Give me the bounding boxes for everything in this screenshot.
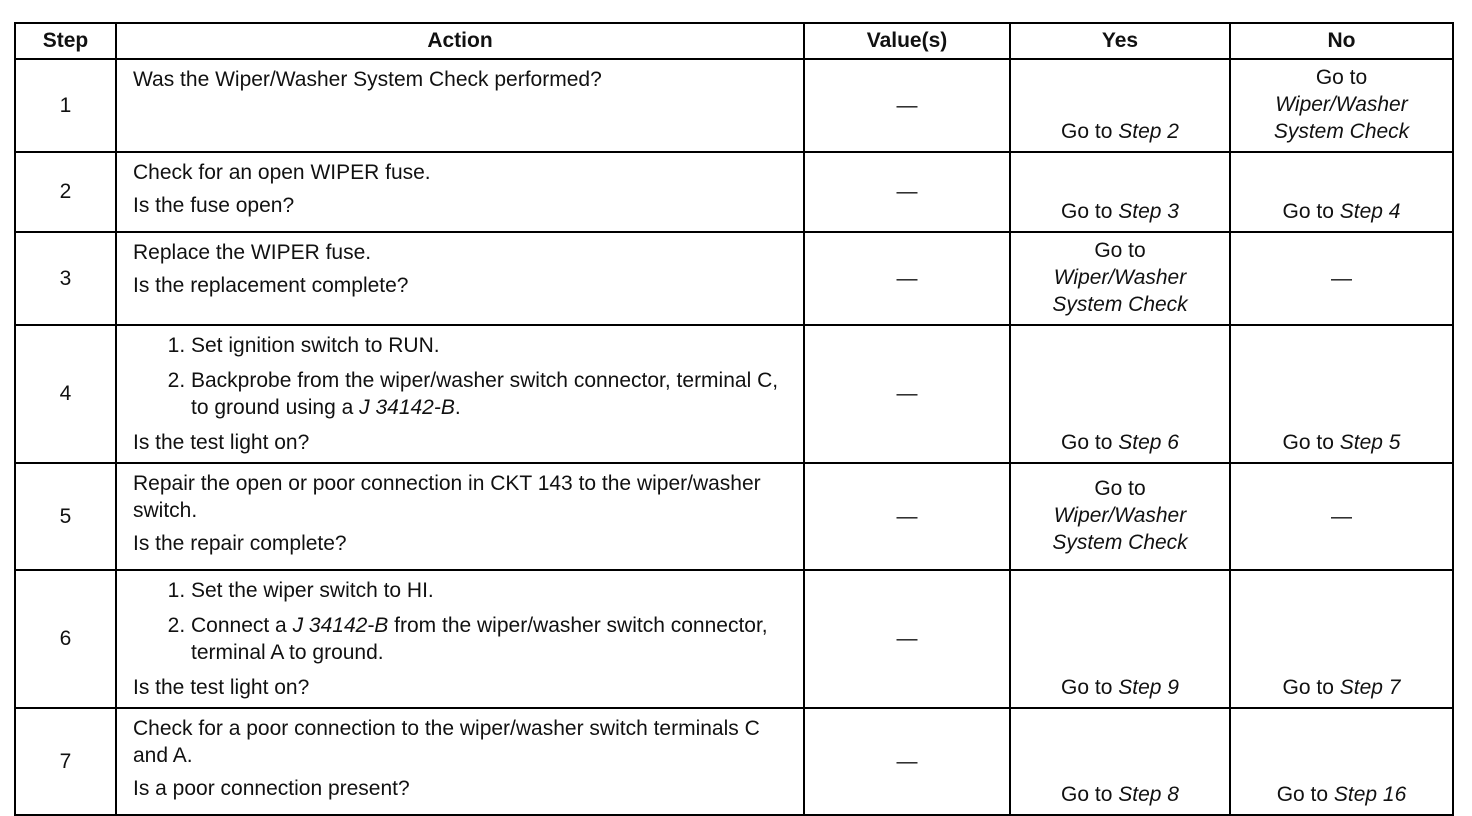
yes-cell (1010, 152, 1230, 232)
yes-cell (1010, 708, 1230, 815)
action-question: Is a poor connection present? (133, 777, 410, 800)
no-prefix: Go to (1282, 200, 1340, 223)
yes-step-ref: Step 2 (1118, 120, 1179, 143)
yes-step-ref: Step 9 (1118, 676, 1179, 699)
step-number: 4 (15, 325, 116, 463)
table-row (15, 59, 1453, 152)
substep-item (191, 367, 789, 421)
step-number: 3 (15, 232, 116, 325)
no-cell (1230, 152, 1453, 232)
yes-cell (1010, 325, 1230, 463)
table-row (15, 463, 1453, 570)
table-row (15, 152, 1453, 232)
substep-text: from the wiper/washer switch connector, terminal A to ground. (191, 614, 768, 664)
value-cell: — (804, 708, 1010, 815)
no-cell (1230, 570, 1453, 708)
substep-end: . (454, 396, 461, 419)
no-cell: — (1230, 232, 1453, 325)
action-text: Replace the WIPER fuse. (133, 241, 372, 264)
value-cell: — (804, 152, 1010, 232)
no-cell (1230, 59, 1453, 152)
yes-prefix: Go to (1061, 676, 1119, 699)
no-cell (1230, 325, 1453, 463)
yes-ref-line2: System Check (1052, 531, 1188, 554)
yes-step-ref: Step 6 (1118, 431, 1179, 454)
yes-prefix: Go to (1061, 431, 1119, 454)
no-prefix: Go to (1315, 66, 1368, 89)
tool-ref: J 34142-B (292, 614, 389, 637)
action-question: Is the fuse open? (133, 194, 295, 217)
no-prefix: Go to (1282, 431, 1340, 454)
yes-cell (1010, 232, 1230, 325)
action-text: Check for a poor connection to the wiper/washer switch terminals C and A. (133, 717, 760, 767)
step-number: 2 (15, 152, 116, 232)
value-cell: — (804, 325, 1010, 463)
yes-prefix: Go to (1061, 120, 1119, 143)
action-cell (116, 59, 804, 152)
no-cell: — (1230, 463, 1453, 570)
no-ref-line2: System Check (1273, 120, 1410, 143)
step-number: 5 (15, 463, 116, 570)
action-cell (116, 708, 804, 815)
header-yes: Yes (1010, 23, 1230, 59)
table-row (15, 708, 1453, 815)
yes-cell (1010, 59, 1230, 152)
header-row (15, 23, 1453, 59)
action-cell (116, 152, 804, 232)
action-question: Is the replacement complete? (133, 274, 409, 297)
yes-step-ref: Step 8 (1118, 783, 1179, 806)
step-number: 7 (15, 708, 116, 815)
action-cell (116, 232, 804, 325)
yes-prefix: Go to (1094, 477, 1146, 500)
action-question: Is the test light on? (133, 431, 310, 454)
header-action: Action (116, 23, 804, 59)
action-cell (116, 325, 804, 463)
tool-ref: J 34142-B (359, 396, 455, 419)
table-row (15, 325, 1453, 463)
table-row (15, 232, 1453, 325)
substep-text: Connect a (191, 614, 293, 637)
header-no: No (1230, 23, 1453, 59)
action-text: Was the Wiper/Washer System Check performed? (133, 68, 602, 91)
no-step-ref: Step 5 (1339, 431, 1401, 454)
no-prefix: Go to (1276, 783, 1334, 806)
yes-step-ref: Step 3 (1118, 200, 1179, 223)
substep-item: 1. Set ignition switch to RUN. (191, 332, 789, 359)
substep-list (133, 332, 789, 421)
substep-text: Backprobe from the wiper/washer switch connector, terminal C, to ground using a (191, 369, 779, 419)
no-step-ref: Step 7 (1339, 676, 1401, 699)
value-cell: — (804, 59, 1010, 152)
substep-item (191, 612, 789, 666)
substep-item: 1. Set the wiper switch to HI. (191, 577, 789, 604)
action-cell (116, 570, 804, 708)
header-values: Value(s) (804, 23, 1010, 59)
action-text: Repair the open or poor connection in CKT 143 to the wiper/washer switch. (133, 472, 761, 522)
value-cell: — (804, 570, 1010, 708)
no-ref-line1: Wiper/Washer (1275, 93, 1408, 116)
substep-list (133, 577, 789, 666)
yes-prefix: Go to (1094, 239, 1146, 262)
action-cell (116, 463, 804, 570)
yes-prefix: Go to (1061, 783, 1119, 806)
no-step-ref: Step 4 (1339, 200, 1401, 223)
yes-cell (1010, 463, 1230, 570)
value-cell: — (804, 232, 1010, 325)
no-step-ref: Step 16 (1333, 783, 1407, 806)
yes-ref-line2: System Check (1052, 293, 1188, 316)
header-step: Step (15, 23, 116, 59)
value-cell: — (804, 463, 1010, 570)
yes-prefix: Go to (1061, 200, 1119, 223)
no-cell (1230, 708, 1453, 815)
action-question: Is the test light on? (133, 676, 310, 699)
diagnostic-table (14, 22, 1454, 816)
table-row (15, 570, 1453, 708)
yes-ref-line1: Wiper/Washer (1053, 504, 1187, 527)
yes-ref-line1: Wiper/Washer (1053, 266, 1187, 289)
yes-cell (1010, 570, 1230, 708)
action-question: Is the repair complete? (133, 532, 347, 555)
step-number: 6 (15, 570, 116, 708)
step-number: 1 (15, 59, 116, 152)
no-prefix: Go to (1282, 676, 1340, 699)
action-text: Check for an open WIPER fuse. (133, 161, 431, 184)
